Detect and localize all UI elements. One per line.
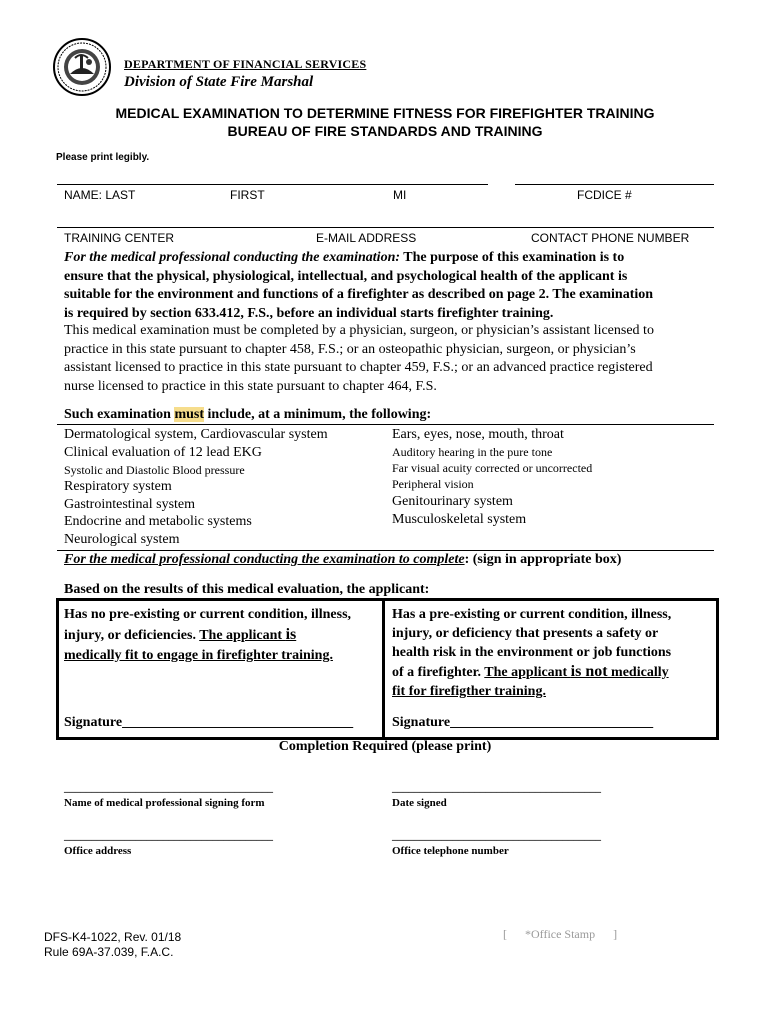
department-name: DEPARTMENT OF FINANCIAL SERVICES [124,57,367,71]
exam-item: Clinical evaluation of 12 lead EKG [64,445,262,460]
purpose-body: The purpose of this examination is to [400,250,625,265]
unfit-line-3: health risk in the environment or job functions [392,645,672,660]
date-blank[interactable]: ______________________________________ [392,782,601,794]
complete-instruction-underlined: For the medical professional conducting the examination to complete [64,552,465,567]
exam-item: Far visual acuity corrected or uncorrected [392,461,593,475]
exam-bottom-rule [57,550,714,551]
license-line-3: assistant licensed to practice in this state pursuant to chapter 459, F.S.; or an advanced practice registered [64,360,653,375]
state-seal-logo [53,38,111,96]
first-name-label: FIRST [230,188,265,202]
fit-line-1: Has no pre-existing or current condition, illness, [64,607,352,622]
fit-line-3: medically fit to engage in firefighter training. [64,648,333,663]
middle-initial-label: MI [393,188,407,202]
purpose-lead: For the medical professional conducting the examination: [64,250,401,265]
complete-instruction-rest: : (sign in appropriate box) [464,552,622,567]
office-stamp-area: [ *Office Stamp ] [503,927,618,941]
exam-item: Dermatological system, Cardiovascular system [64,427,328,442]
rule-citation: Rule 69A-37.039, F.A.C. [44,945,174,959]
contact-phone-label: CONTACT PHONE NUMBER [531,231,690,245]
exam-item: Endocrine and metabolic systems [64,514,252,529]
date-signed-label: Date signed [392,797,447,809]
based-on-text: Based on the results of this medical evaluation, the applicant: [64,582,430,597]
fcdice-label: FCDICE # [577,188,632,202]
training-center-label: TRAINING CENTER [64,231,175,245]
purpose-paragraph [64,249,653,323]
office-address-blank[interactable]: ______________________________________ [64,830,273,842]
unfit-line-4: of a firefighter. [392,665,485,680]
office-phone-blank[interactable]: ______________________________________ [392,830,601,842]
fit-signature-field[interactable]: Signature_________________________________ [64,715,354,730]
decision-divider [382,598,385,737]
exam-item: Musculoskeletal system [392,512,527,527]
last-name-label: NAME: LAST [64,188,136,202]
exam-heading [64,407,431,423]
unfit-line-1: Has a pre-existing or current condition, illness, [392,607,672,622]
exam-item: Systolic and Diastolic Blood pressure [64,463,245,477]
exam-heading-start: Such examination [64,407,175,422]
license-line-4: nurse licensed to practice in this state pursuant to chapter 464, F.S. [64,378,437,394]
unfit-line-2: injury, or deficiency that presents a safety or [392,626,659,641]
email-label: E-MAIL ADDRESS [316,231,417,245]
unfit-applicant: The applicant [484,665,571,680]
license-line-2: practice in this state pursuant to chapter 458, F.S.; or an osteopathic physician, surgeon, or physician’s [64,341,636,357]
complete-instruction [64,552,621,568]
exam-item: Genitourinary system [392,494,513,509]
office-phone-label: Office telephone number [392,845,509,857]
print-instruction: Please print legibly. [56,152,150,163]
form-title: MEDICAL EXAMINATION TO DETERMINE FITNESS FOR FIREFIGHTER TRAINING [115,105,655,121]
name-field-line[interactable] [57,184,488,185]
exam-item: Peripheral vision [392,477,474,491]
purpose-line-4: is required by section 633.412, F.S., before an individual starts firefighter training. [64,305,554,321]
exam-item: Respiratory system [64,479,172,494]
exam-item: Gastrointestinal system [64,497,196,512]
unfit-medically: medically [607,665,669,680]
unfit-signature-field[interactable]: Signature_____________________________ [392,715,654,730]
name-of-professional-label: Name of medical professional signing form [64,797,265,809]
completion-heading: Completion Required (please print) [278,739,492,754]
form-number: DFS-K4-1022, Rev. 01/18 [44,930,182,944]
exam-item: Ears, eyes, nose, mouth, throat [392,427,564,442]
unfit-line-5: fit for firefigther training. [392,684,546,699]
exam-heading-end: include, at a minimum, the following: [204,407,432,422]
bureau-title: BUREAU OF FIRE STANDARDS AND TRAINING [227,123,543,139]
office-address-label: Office address [64,845,132,857]
license-paragraph [64,322,654,396]
fit-is: is [285,626,297,643]
purpose-line-3: suitable for the environment and functions of a firefighter as described on page 2. The examination [64,287,654,302]
license-line-1: This medical examination must be completed by a physician, surgeon, or physician’s assistant licensed to [64,323,654,338]
purpose-line-2: ensure that the physical, physiological, intellectual, and psychological health of the applicant is [64,268,628,284]
fit-line-2: injury, or deficiencies. [64,628,200,643]
exam-item: Auditory hearing in the pure tone [392,445,553,459]
division-name: Division of State Fire Marshal [124,74,314,90]
name-blank[interactable]: ______________________________________ [64,782,273,794]
exam-item: Neurological system [64,532,180,547]
must-highlight: must [174,407,205,422]
unfit-is-not: is not [570,663,608,680]
contact-field-line[interactable] [57,227,714,228]
fit-applicant: The applicant [199,628,286,643]
exam-top-rule [57,424,714,425]
fcdice-field-line[interactable] [515,184,714,185]
